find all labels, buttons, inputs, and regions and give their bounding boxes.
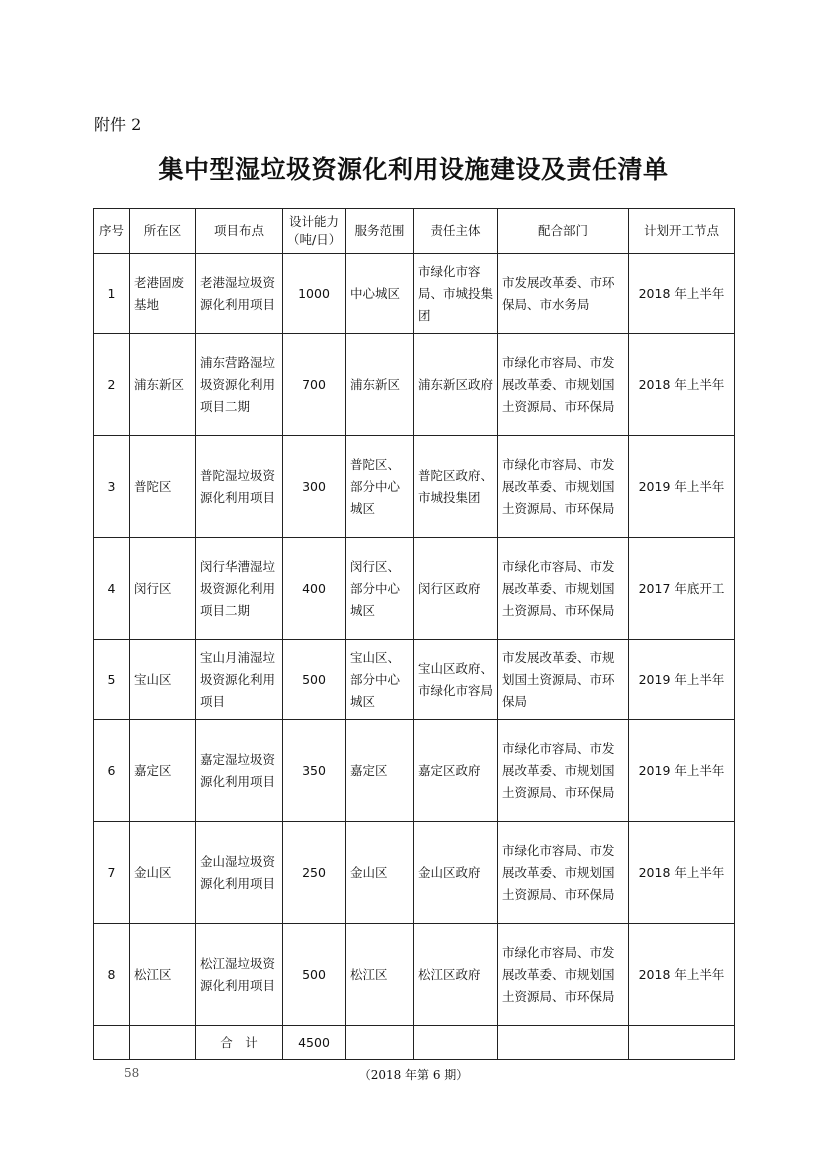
cell-responsible: 浦东新区政府 (414, 334, 498, 436)
cell-district: 闵行区 (130, 538, 196, 640)
cell-schedule: 2019 年上半年 (629, 640, 735, 720)
responsibility-table (93, 208, 735, 1060)
cell-project: 闵行华漕湿垃圾资源化利用项目二期 (196, 538, 283, 640)
cell-schedule: 2019 年上半年 (629, 720, 735, 822)
cell-cooperating: 市绿化市容局、市发展改革委、市规划国土资源局、市环保局 (498, 720, 629, 822)
cell-schedule: 2018 年上半年 (629, 334, 735, 436)
table-row (94, 254, 735, 334)
cell-cooperating: 市绿化市容局、市发展改革委、市规划国土资源局、市环保局 (498, 538, 629, 640)
cell-scope: 松江区 (346, 924, 414, 1026)
page-title: 集中型湿垃圾资源化利用设施建设及责任清单 (158, 155, 669, 184)
cell-capacity: 400 (283, 538, 346, 640)
header-responsible: 责任主体 (414, 209, 498, 254)
cell-no: 7 (94, 822, 130, 924)
cell-district: 宝山区 (130, 640, 196, 720)
cell-district: 嘉定区 (130, 720, 196, 822)
cell-schedule: 2019 年上半年 (629, 436, 735, 538)
cell-no: 4 (94, 538, 130, 640)
cell-empty (629, 1026, 735, 1060)
cell-capacity: 350 (283, 720, 346, 822)
cell-cooperating: 市绿化市容局、市发展改革委、市规划国土资源局、市环保局 (498, 822, 629, 924)
cell-responsible: 闵行区政府 (414, 538, 498, 640)
attachment-label: 附件 2 (94, 115, 142, 134)
cell-empty (130, 1026, 196, 1060)
cell-no: 3 (94, 436, 130, 538)
cell-no: 6 (94, 720, 130, 822)
issue-label: （2018 年第 6 期） (358, 1068, 469, 1082)
cell-no: 2 (94, 334, 130, 436)
header-no: 序号 (94, 209, 130, 254)
table-row (94, 720, 735, 822)
cell-cooperating: 市绿化市容局、市发展改革委、市规划国土资源局、市环保局 (498, 924, 629, 1026)
cell-district: 浦东新区 (130, 334, 196, 436)
cell-scope: 嘉定区 (346, 720, 414, 822)
cell-responsible: 嘉定区政府 (414, 720, 498, 822)
cell-district: 老港固废基地 (130, 254, 196, 334)
cell-cooperating: 市发展改革委、市环保局、市水务局 (498, 254, 629, 334)
table-row (94, 640, 735, 720)
table-total-row (94, 1026, 735, 1060)
table-row (94, 924, 735, 1026)
cell-project: 松江湿垃圾资源化利用项目 (196, 924, 283, 1026)
cell-cooperating: 市发展改革委、市规划国土资源局、市环保局 (498, 640, 629, 720)
header-district: 所在区 (130, 209, 196, 254)
cell-capacity: 500 (283, 640, 346, 720)
cell-schedule: 2017 年底开工 (629, 538, 735, 640)
cell-empty (414, 1026, 498, 1060)
cell-no: 5 (94, 640, 130, 720)
cell-district: 松江区 (130, 924, 196, 1026)
page-number: 58 (124, 1066, 140, 1080)
cell-empty (498, 1026, 629, 1060)
header-capacity: 设计能力（吨/日） (283, 209, 346, 254)
total-value: 4500 (283, 1026, 346, 1060)
cell-project: 普陀湿垃圾资源化利用项目 (196, 436, 283, 538)
table-row (94, 436, 735, 538)
cell-district: 普陀区 (130, 436, 196, 538)
cell-empty (94, 1026, 130, 1060)
cell-scope: 宝山区、部分中心城区 (346, 640, 414, 720)
cell-capacity: 250 (283, 822, 346, 924)
cell-no: 1 (94, 254, 130, 334)
cell-capacity: 300 (283, 436, 346, 538)
cell-responsible: 松江区政府 (414, 924, 498, 1026)
cell-project: 金山湿垃圾资源化利用项目 (196, 822, 283, 924)
header-project: 项目布点 (196, 209, 283, 254)
cell-no: 8 (94, 924, 130, 1026)
cell-district: 金山区 (130, 822, 196, 924)
cell-responsible: 市绿化市容局、市城投集团 (414, 254, 498, 334)
cell-responsible: 宝山区政府、市绿化市容局 (414, 640, 498, 720)
cell-scope: 浦东新区 (346, 334, 414, 436)
cell-project: 宝山月浦湿垃圾资源化利用项目 (196, 640, 283, 720)
cell-capacity: 1000 (283, 254, 346, 334)
cell-scope: 金山区 (346, 822, 414, 924)
cell-scope: 闵行区、部分中心城区 (346, 538, 414, 640)
cell-schedule: 2018 年上半年 (629, 822, 735, 924)
total-label: 合 计 (196, 1026, 283, 1060)
header-scope: 服务范围 (346, 209, 414, 254)
table-row (94, 538, 735, 640)
cell-capacity: 500 (283, 924, 346, 1026)
cell-project: 浦东营路湿垃圾资源化利用项目二期 (196, 334, 283, 436)
cell-capacity: 700 (283, 334, 346, 436)
cell-scope: 普陀区、部分中心城区 (346, 436, 414, 538)
cell-cooperating: 市绿化市容局、市发展改革委、市规划国土资源局、市环保局 (498, 436, 629, 538)
cell-responsible: 普陀区政府、市城投集团 (414, 436, 498, 538)
cell-cooperating: 市绿化市容局、市发展改革委、市规划国土资源局、市环保局 (498, 334, 629, 436)
header-schedule: 计划开工节点 (629, 209, 735, 254)
cell-project: 老港湿垃圾资源化利用项目 (196, 254, 283, 334)
cell-schedule: 2018 年上半年 (629, 254, 735, 334)
cell-schedule: 2018 年上半年 (629, 924, 735, 1026)
cell-project: 嘉定湿垃圾资源化利用项目 (196, 720, 283, 822)
header-cooperating: 配合部门 (498, 209, 629, 254)
table-row (94, 822, 735, 924)
cell-responsible: 金山区政府 (414, 822, 498, 924)
table-header-row (94, 209, 735, 254)
cell-empty (346, 1026, 414, 1060)
table-row (94, 334, 735, 436)
cell-scope: 中心城区 (346, 254, 414, 334)
